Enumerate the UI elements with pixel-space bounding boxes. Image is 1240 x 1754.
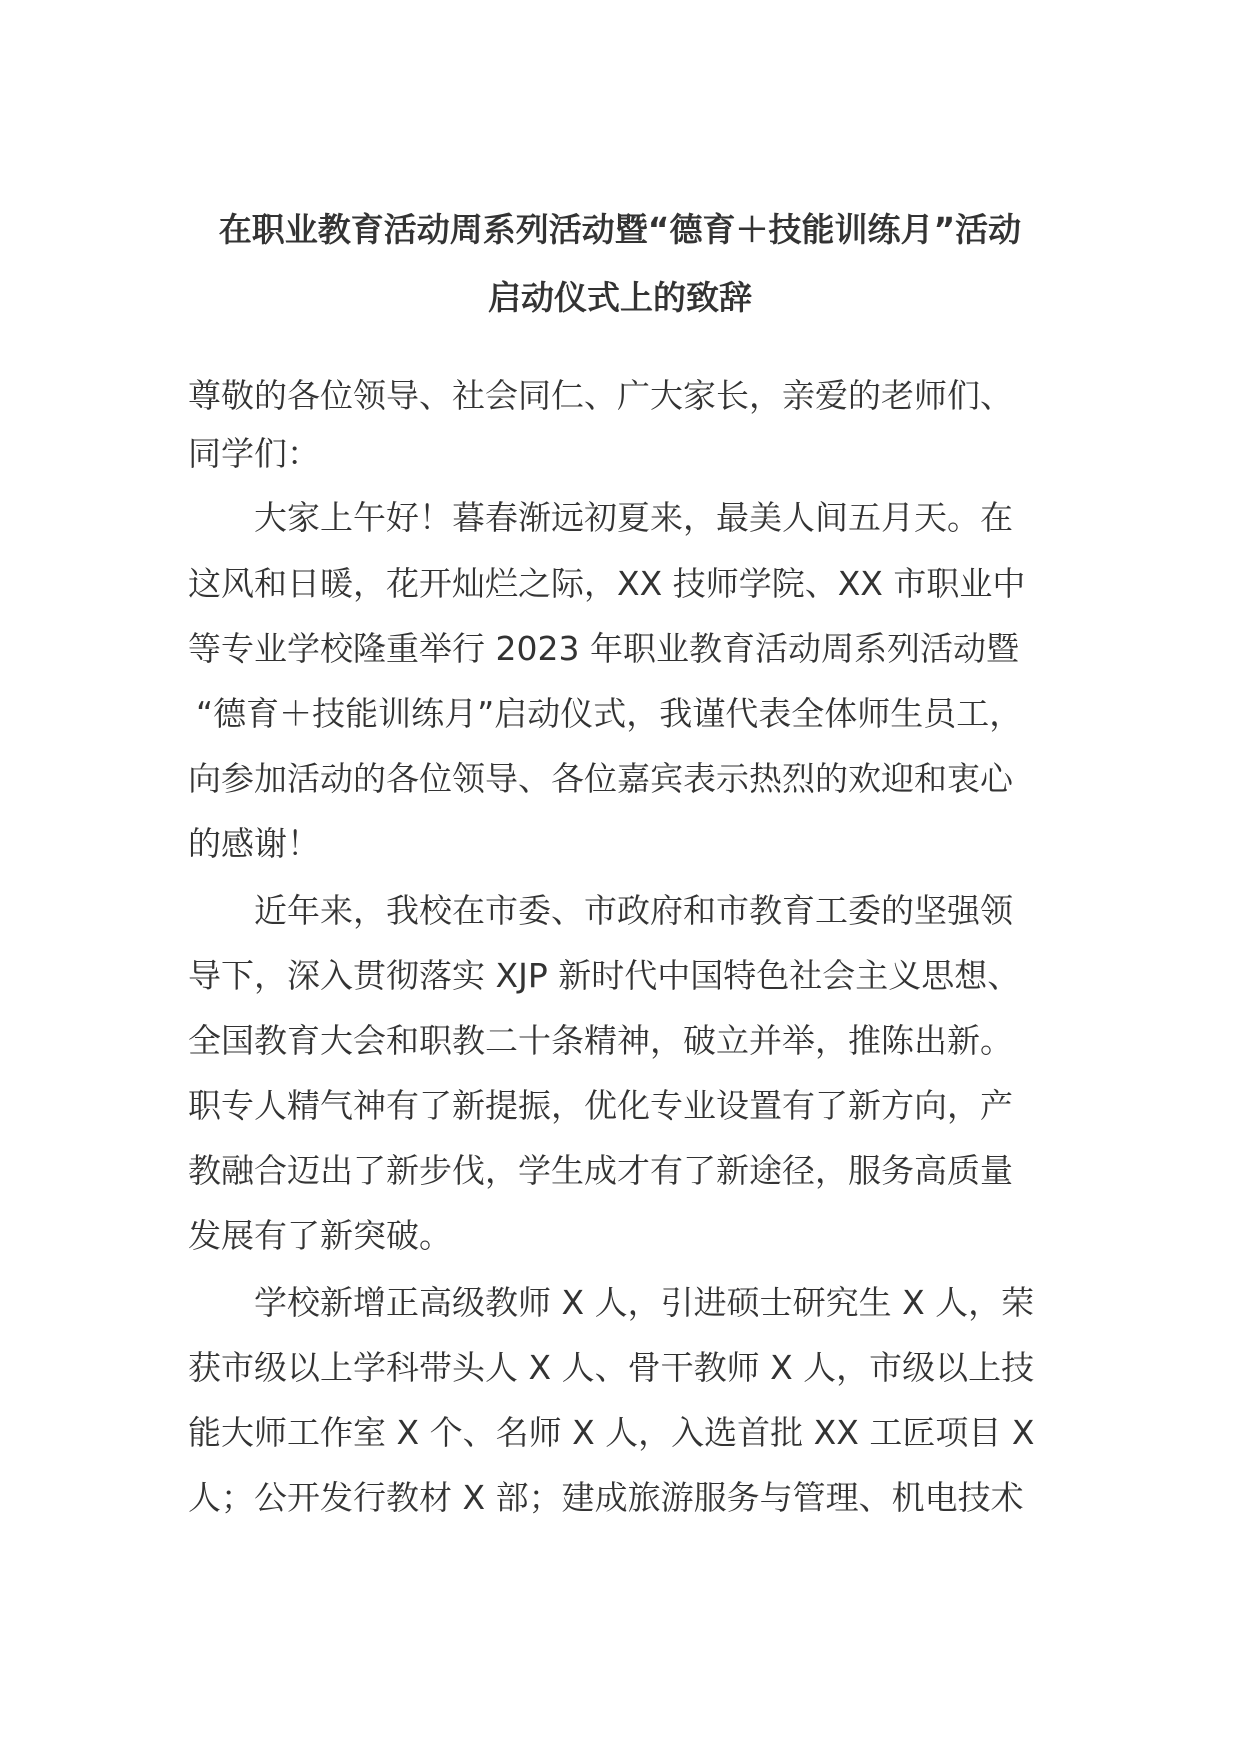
document-title-line-1: 在职业教育活动周系列活动暨“德育＋技能训练月”活动 (218, 210, 1022, 249)
body-line: 导下，深入贯彻落实 XJP 新时代中国特色社会主义思想、 (188, 956, 1021, 995)
body-line: 同学们： (188, 434, 320, 473)
body-line: 发展有了新突破。 (188, 1216, 452, 1255)
body-line: 人；公开发行教材 X 部；建成旅游服务与管理、机电技术 (188, 1478, 1024, 1517)
body-line: 近年来，我校在市委、市政府和市教育工委的坚强领 (254, 891, 1013, 930)
body-line: 尊敬的各位领导、社会同仁、广大家长，亲爱的老师们、 (188, 376, 1013, 415)
body-line: 向参加活动的各位领导、各位嘉宾表示热烈的欢迎和衷心 (188, 759, 1013, 798)
body-line: “德育＋技能训练月”启动仪式，我谨代表全体师生员工， (196, 694, 1023, 733)
document-title-line-2: 启动仪式上的致辞 (488, 278, 752, 317)
body-line: 获市级以上学科带头人 X 人、骨干教师 X 人，市级以上技 (188, 1348, 1035, 1387)
body-line: 的感谢！ (188, 824, 320, 863)
body-line: 这风和日暖，花开灿烂之际，XX 技师学院、XX 市职业中 (188, 564, 1026, 603)
body-line: 全国教育大会和职教二十条精神，破立并举，推陈出新。 (188, 1021, 1013, 1060)
body-line: 等专业学校隆重举行 2023 年职业教育活动周系列活动暨 (188, 629, 1019, 668)
body-line: 大家上午好！暮春渐远初夏来，最美人间五月天。在 (254, 498, 1013, 537)
body-line: 职专人精气神有了新提振，优化专业设置有了新方向，产 (188, 1086, 1013, 1125)
body-line: 学校新增正高级教师 X 人，引进硕士研究生 X 人，荣 (254, 1283, 1035, 1322)
body-line: 能大师工作室 X 个、名师 X 人，入选首批 XX 工匠项目 X (188, 1413, 1035, 1452)
body-line: 教融合迈出了新步伐，学生成才有了新途径，服务高质量 (188, 1151, 1013, 1190)
